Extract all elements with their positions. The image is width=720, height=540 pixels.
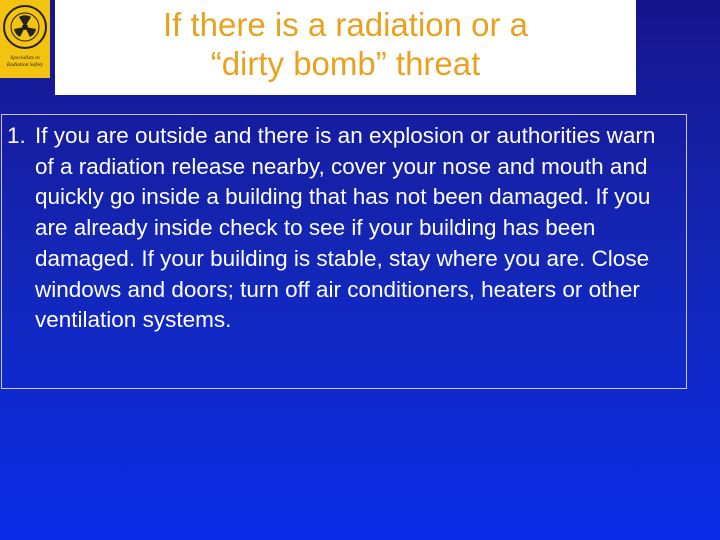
list-item-text: If you are outside and there is an explosion or authorities warn of a radiation release nearby, cover your nose and mouth and quickly go inside a building that has not been damaged. If you are already inside check to see if your building has been damaged. If your building is stable, stay where you are. Close windows and doors; turn off air conditioners, heaters or other ventilation systems.: [35, 123, 656, 333]
logo-caption: [0, 55, 50, 68]
logo-caption-line1: Specialists in: [10, 55, 40, 61]
slide-title-line2: “dirty bomb” threat: [210, 45, 481, 82]
hps-seal-icon: [2, 2, 48, 54]
title-box: [55, 0, 636, 95]
list-item: [7, 121, 679, 336]
hps-logo: [0, 0, 50, 78]
content-box: [1, 114, 687, 389]
list-item-number: 1.: [7, 123, 26, 148]
slide-title-line1: If there is a radiation or a: [162, 6, 529, 43]
logo-caption-line2: Radiation Safety: [6, 61, 44, 68]
slide-title: [55, 0, 636, 83]
